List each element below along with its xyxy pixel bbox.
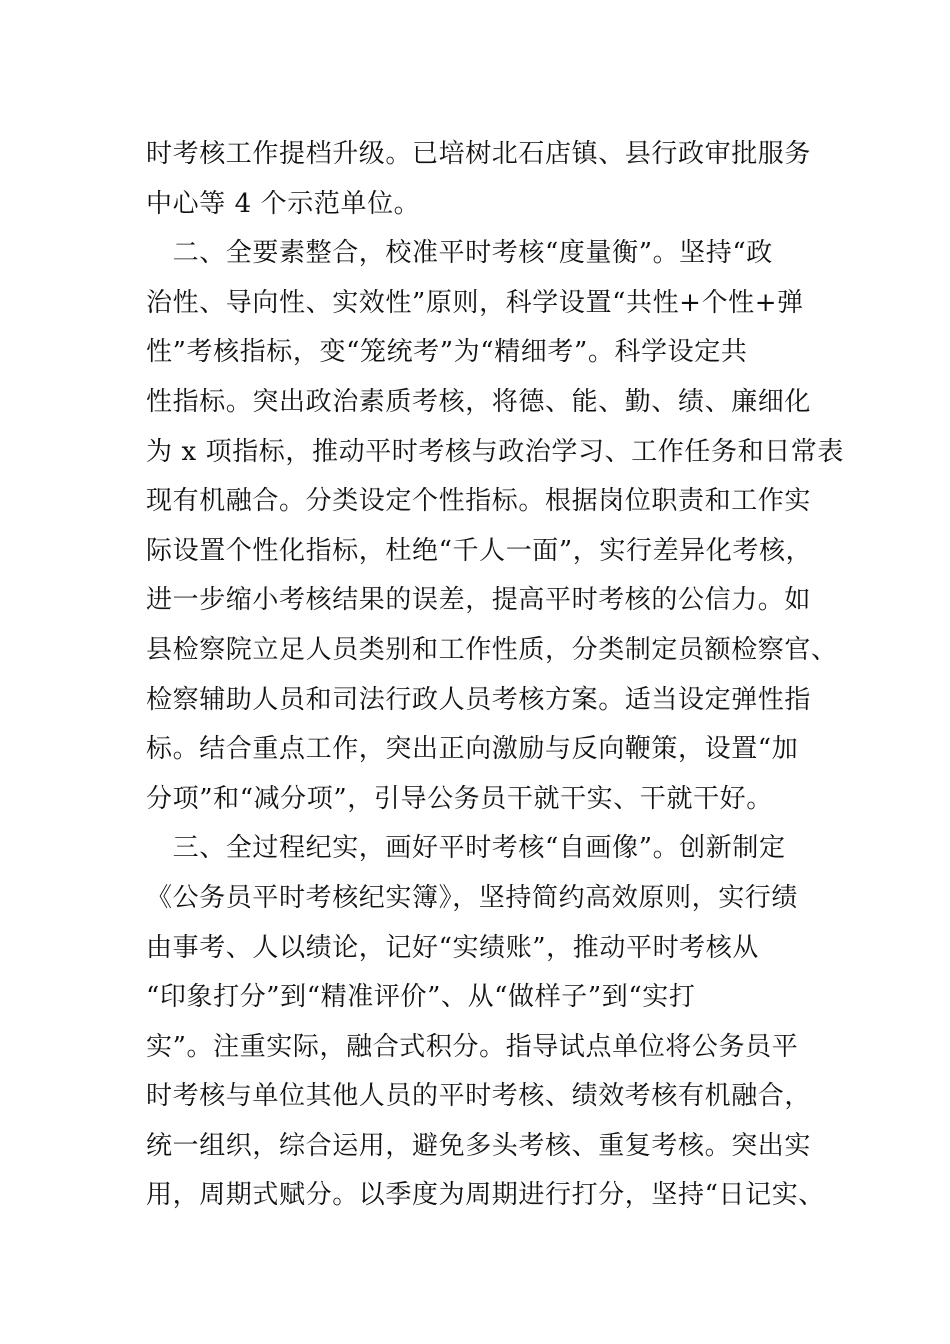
text-line: 时考核工作提档升级。已培树北石店镇、县行政审批服务 [146,139,812,169]
text-line: 由事考、人以绩论，记好“实绩账”，推动平时考核从 [146,932,759,963]
text-line: 为 x 项指标，推动平时考核与政治学习、工作任务和日常表 [146,436,844,467]
text-line: 分项”和“减分项”，引导公务员干就干实、干就干好。 [146,783,773,814]
text-line: 检察辅助人员和司法行政人员考核方案。适当设定弹性指 [146,684,812,715]
text-line: 三、全过程纪实，画好平时考核“自画像”。创新制定 [146,833,786,864]
text-line: “印象打分”到“精准评价”、从“做样子”到“实打 [146,982,696,1013]
text-line: 《公务员平时考核纪实簿》，坚持简约高效原则，实行绩 [146,882,799,913]
text-line: 实”。注重实际，融合式积分。指导试点单位将公务员平 [146,1031,799,1062]
text-line: 进一步缩小考核结果的误差，提高平时考核的公信力。如 [146,585,812,616]
text-line: 时考核与单位其他人员的平时考核、绩效考核有机融合， [146,1081,812,1112]
text-line: 性指标。突出政治素质考核，将德、能、勤、绩、廉细化 [146,386,812,417]
text-line: 治性、导向性、实效性”原则，科学设置“共性+个性+弹 [146,287,804,318]
text-line: 现有机融合。分类设定个性指标。根据岗位职责和工作实 [146,486,812,517]
text-line: 标。结合重点工作，突出正向激励与反向鞭策，设置“加 [146,734,799,765]
text-line: 性”考核指标，变“笼统考”为“精细考”。科学设定共 [146,337,748,368]
text-line: 际设置个性化指标，杜绝“千人一面”，实行差异化考核， [146,535,813,566]
text-line: 统一组织，综合运用，避免多头考核、重复考核。突出实 [146,1130,812,1161]
document-body [146,130,844,1221]
text-line: 二、全要素整合，校准平时考核“度量衡”。坚持“政 [146,238,773,269]
text-line: 县检察院立足人员类别和工作性质，分类制定员额检察官、 [146,634,838,665]
text-line: 用，周期式赋分。以季度为周期进行打分，坚持“日记实、 [146,1180,825,1211]
text-line: 中心等 4 个示范单位。 [146,188,421,219]
